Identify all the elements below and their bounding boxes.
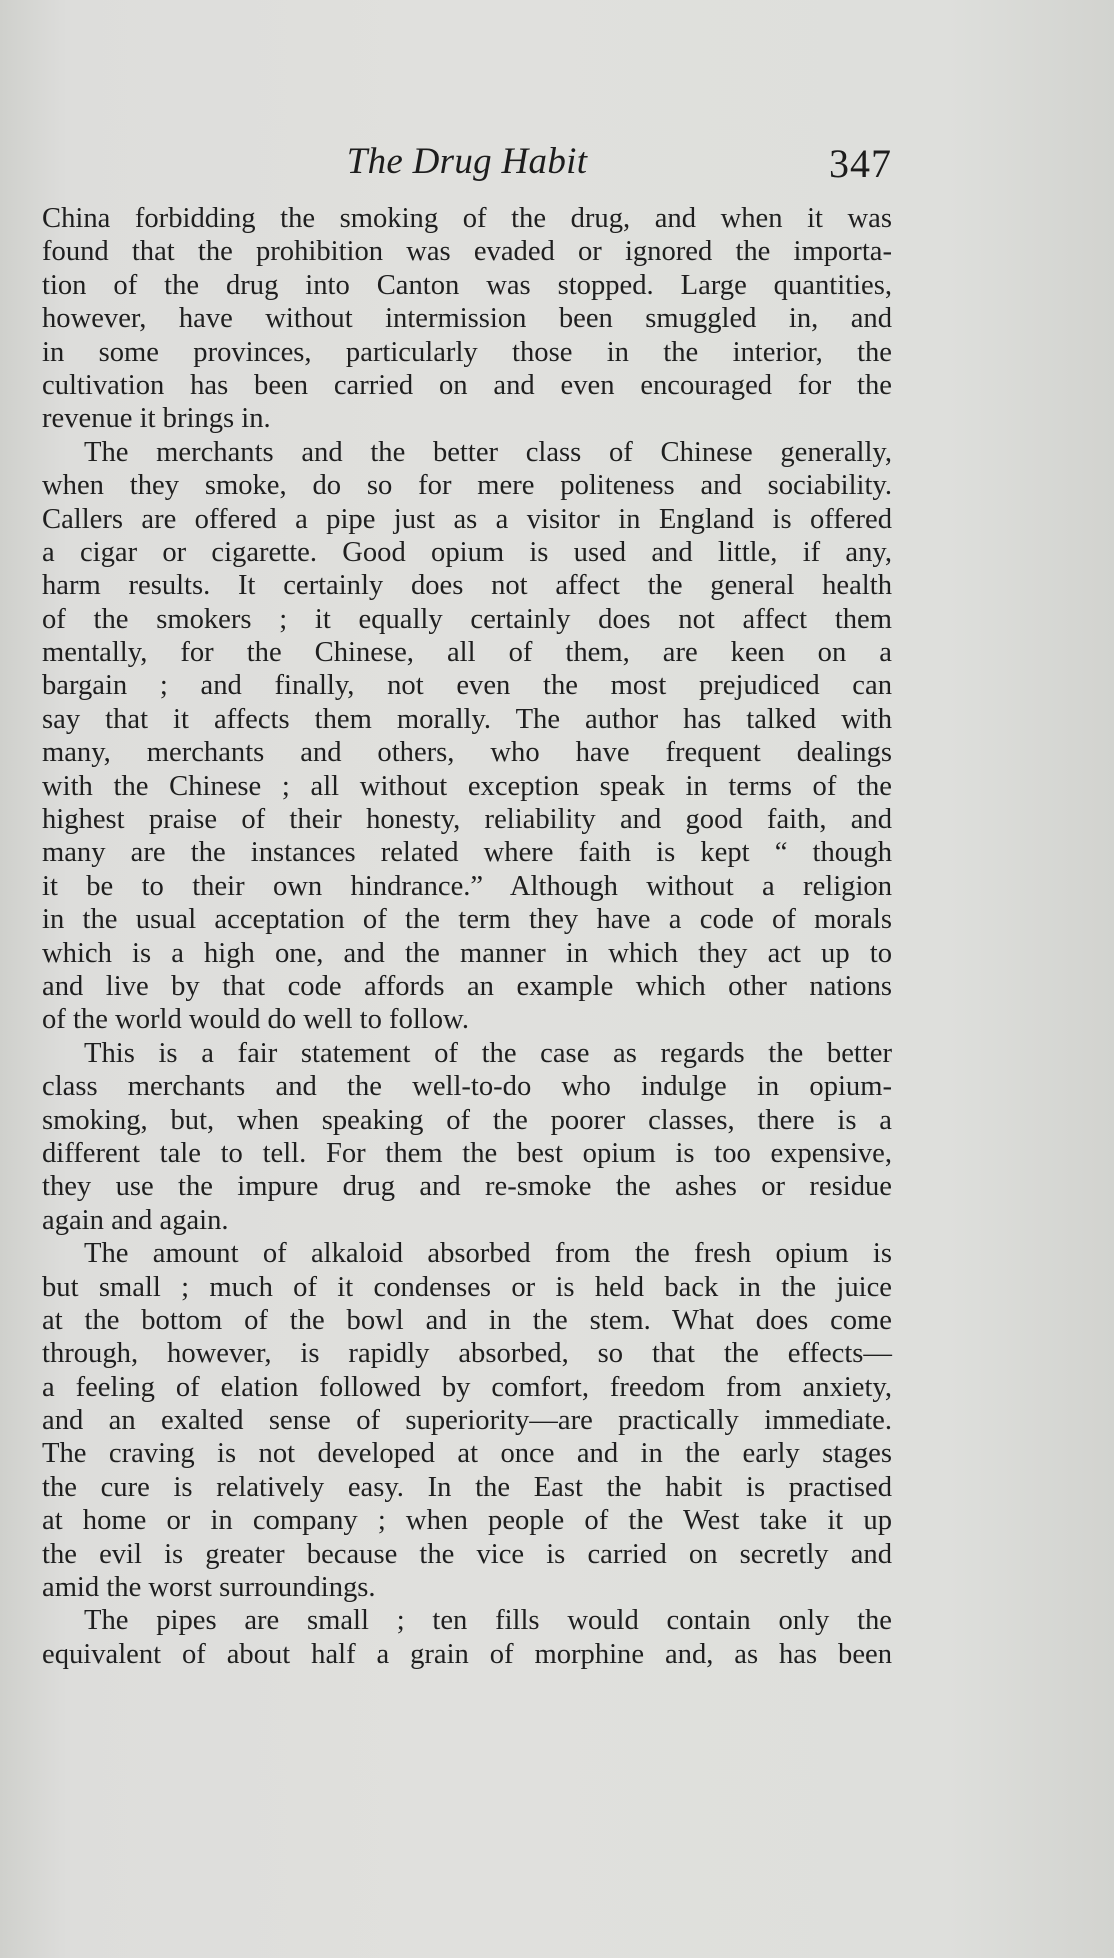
text-line: smoking, but, when speaking of the poorer classes, there is a	[42, 1104, 892, 1136]
text-line: they use the impure drug and re-smoke the ashes or residue	[42, 1171, 892, 1203]
page-number: 347	[829, 141, 892, 186]
text-line: when they smoke, do so for mere politeness and sociability.	[42, 470, 892, 502]
text-line: The craving is not developed at once and in the early stages	[42, 1438, 892, 1470]
running-head	[42, 140, 892, 190]
text-line: however, have without intermission been smuggled in, and	[42, 303, 892, 335]
text-line: a cigar or cigarette. Good opium is used and little, if any,	[42, 536, 892, 568]
text-line: with the Chinese ; all without exception speak in terms of the	[42, 770, 892, 802]
text-line: but small ; much of it condenses or is held back in the juice	[42, 1271, 892, 1303]
text-line: China forbidding the smoking of the drug, and when it was	[42, 203, 892, 234]
text-line: it be to their own hindrance.” Although without a religion	[42, 870, 892, 902]
text-line: The merchants and the better class of Chinese generally,	[84, 436, 892, 468]
text-line: in some provinces, particularly those in the interior, the	[42, 336, 892, 368]
text-line: and an exalted sense of superiority—are practically immediate.	[42, 1405, 892, 1437]
text-line: amid the worst surroundings.	[42, 1572, 376, 1604]
text-line: bargain ; and finally, not even the most prejudiced can	[42, 670, 892, 702]
text-line: harm results. It certainly does not affect the general health	[42, 570, 892, 602]
text-line: found that the prohibition was evaded or ignored the importa-	[42, 236, 892, 268]
text-line: Callers are offered a pipe just as a visitor in England is offered	[42, 503, 892, 535]
text-line: cultivation has been carried on and even encouraged for the	[42, 369, 892, 401]
text-line: This is a fair statement of the case as regards the better	[84, 1037, 892, 1069]
text-line: The amount of alkaloid absorbed from the fresh opium is	[84, 1238, 892, 1270]
text-line: again and again.	[42, 1204, 229, 1236]
text-line: of the world would do well to follow.	[42, 1004, 469, 1036]
body-text	[42, 202, 892, 1671]
text-line: class merchants and the well-to-do who indulge in opium-	[42, 1071, 892, 1103]
text-line: a feeling of elation followed by comfort, freedom from anxiety,	[42, 1371, 892, 1403]
text-line: tion of the drug into Canton was stopped. Large quantities,	[42, 269, 892, 301]
text-line: which is a high one, and the manner in which they act up to	[42, 937, 892, 969]
text-line: The pipes are small ; ten fills would contain only the	[84, 1605, 892, 1637]
text-line: through, however, is rapidly absorbed, so that the effects—	[42, 1338, 892, 1370]
text-line: at the bottom of the bowl and in the stem. What does come	[42, 1304, 892, 1336]
text-line: different tale to tell. For them the best opium is too expensive,	[42, 1137, 892, 1169]
text-line: equivalent of about half a grain of morphine and, as has been	[42, 1638, 892, 1670]
text-line: revenue it brings in.	[42, 403, 271, 435]
text-line: of the smokers ; it equally certainly does not affect them	[42, 603, 892, 635]
text-line: highest praise of their honesty, reliability and good faith, and	[42, 804, 892, 836]
text-line: many, merchants and others, who have frequent dealings	[42, 737, 892, 769]
text-line: many are the instances related where faith is kept “ though	[42, 837, 892, 869]
text-line: say that it affects them morally. The author has talked with	[42, 703, 892, 735]
running-title: The Drug Habit	[346, 141, 588, 182]
text-line: in the usual acceptation of the term they have a code of morals	[42, 904, 892, 936]
text-line: the cure is relatively easy. In the East the habit is practised	[42, 1471, 892, 1503]
text-line: and live by that code affords an example which other nations	[42, 970, 892, 1002]
text-line: mentally, for the Chinese, all of them, are keen on a	[42, 637, 892, 669]
text-line: at home or in company ; when people of the West take it up	[42, 1505, 892, 1537]
text-line: the evil is greater because the vice is carried on secretly and	[42, 1538, 892, 1570]
